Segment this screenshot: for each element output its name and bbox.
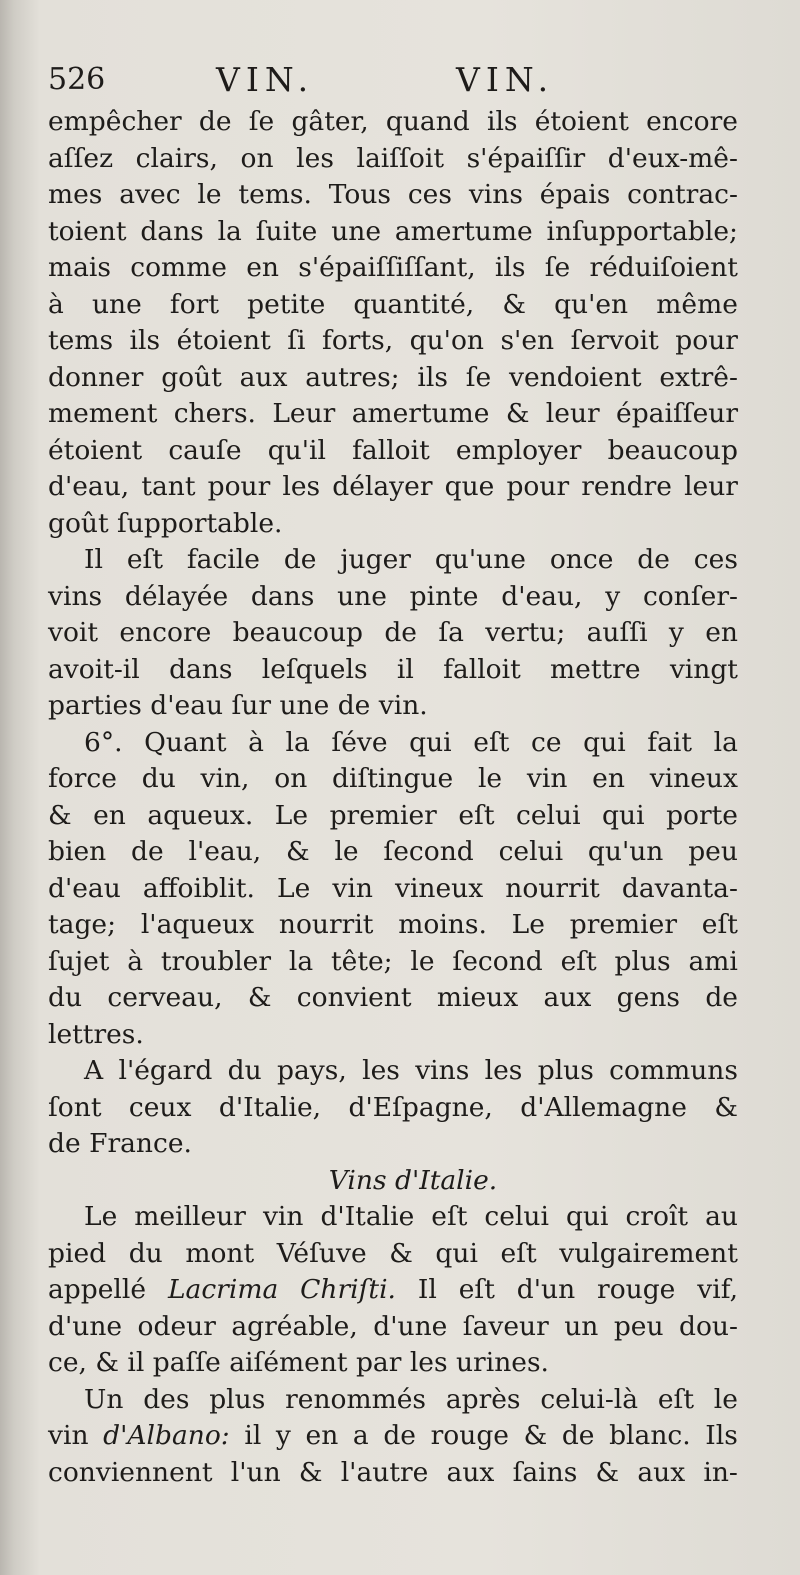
text-line: à une fort petite quantité, & qu'en même: [48, 288, 738, 320]
text-line: Un des plus renommés après celui-là eſt le: [84, 1383, 738, 1415]
text-line: Le meilleur vin d'Italie eſt celui qui croît au: [84, 1201, 738, 1232]
text-line: 6°. Quant à la ſéve qui eſt ce qui fait la: [84, 726, 738, 758]
text-line: étoient cauſe qu'il falloit employer beaucoup: [48, 434, 738, 466]
text-line: vin d'Albano: il y en a de rouge & de blanc. Ils: [48, 1420, 738, 1451]
text-line: avoit-il dans leſquels il falloit mettre vingt: [48, 653, 738, 685]
page-header: [48, 58, 748, 102]
text-line: mais comme en s'épaiſſiſſant, ils ſe réduiſoient: [48, 252, 738, 283]
running-head-right: VIN.: [456, 60, 555, 99]
text-line: ſujet à troubler la tête; le ſecond eſt plus ami: [48, 945, 738, 977]
text-line: d'eau, tant pour les délayer que pour rendre leur: [48, 471, 738, 502]
text-line: Vins d'Italie.: [328, 1164, 498, 1196]
text-line: d'une odeur agréable, d'une ſaveur un peu dou-: [48, 1310, 738, 1342]
text-line: mes avec le tems. Tous ces vins épais contrac-: [48, 179, 738, 210]
running-head-left: VIN.: [216, 60, 315, 99]
text-line: du cerveau, & convient mieux aux gens de: [48, 982, 738, 1013]
text-line: bien de l'eau, & le ſecond celui qu'un peu: [48, 836, 738, 867]
text-line: tems ils étoient ſi forts, qu'on s'en ſervoit pour: [48, 325, 738, 356]
text-line: mement chers. Leur amertume & leur épaiſſeur: [48, 398, 738, 429]
text-line: empêcher de ſe gâter, quand ils étoient encore: [48, 106, 738, 137]
text-line: vins délayée dans une pinte d'eau, y conſer-: [48, 580, 738, 612]
text-line: de France.: [48, 1128, 192, 1159]
body-text: [48, 104, 738, 1491]
text-line: A l'égard du pays, les vins les plus communs: [84, 1055, 738, 1086]
text-line: d'eau affoiblit. Le vin vineux nourrit davanta-: [48, 872, 738, 904]
text-line: conviennent l'un & l'autre aux ſains & aux in-: [48, 1456, 738, 1488]
text-line: & en aqueux. Le premier eſt celui qui porte: [48, 799, 738, 831]
text-line: Il eſt facile de juger qu'une once de ces: [84, 544, 738, 575]
text-line: donner goût aux autres; ils ſe vendoient extrê-: [48, 361, 738, 393]
text-line: ce, & il paſſe aiſément par les urines.: [48, 1347, 549, 1378]
text-line: aſſez clairs, on les laiſſoit s'épaiſſir d'eux-mê-: [48, 142, 738, 174]
text-line: lettres.: [48, 1018, 144, 1050]
text-line: voit encore beaucoup de ſa vertu; auſſi y en: [48, 617, 738, 648]
text-line: tage; l'aqueux nourrit moins. Le premier eſt: [48, 909, 738, 940]
text-line: goût ſupportable.: [48, 507, 283, 539]
text-line: toient dans la ſuite une amertume inſupportable;: [48, 215, 738, 247]
text-line: parties d'eau ſur une de vin.: [48, 690, 428, 721]
text-line: force du vin, on diſtingue le vin en vineux: [48, 763, 738, 794]
page-number: 526: [48, 62, 106, 97]
text-line: pied du mont Véſuve & qui eſt vulgairement: [48, 1237, 738, 1269]
text-line: ſont ceux d'Italie, d'Eſpagne, d'Allemagne &: [48, 1091, 738, 1123]
text-line: appellé Lacrima Chriſti. Il eſt d'un rouge vif,: [48, 1274, 738, 1305]
